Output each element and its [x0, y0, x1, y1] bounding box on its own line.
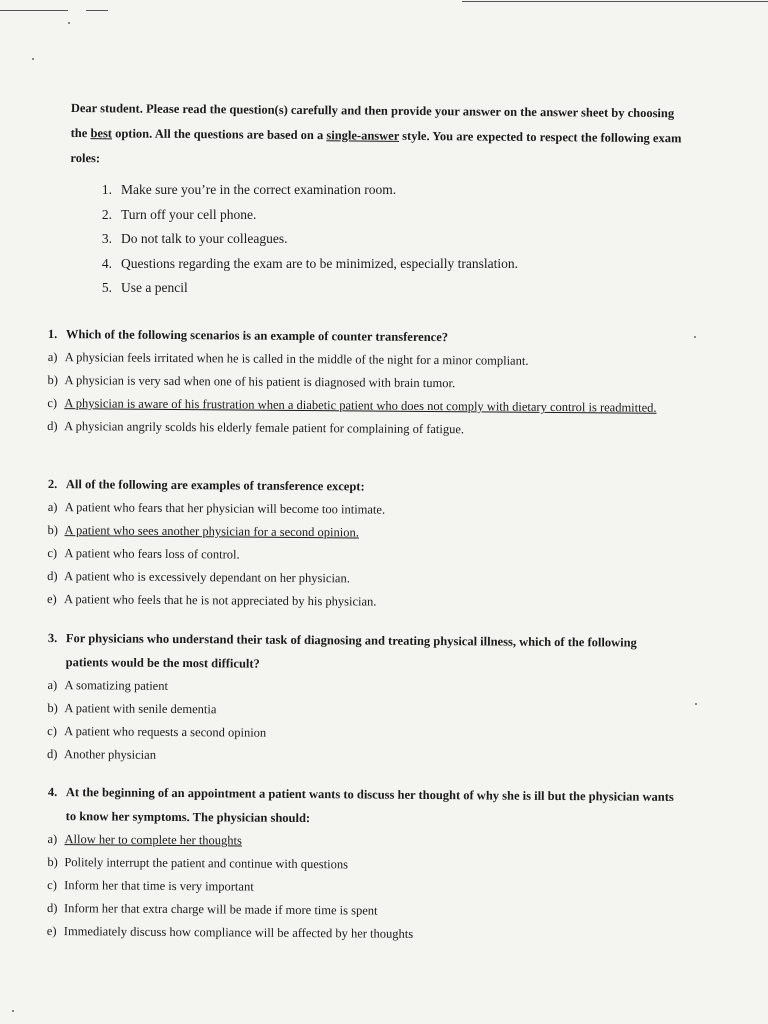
- answer-option: [47, 920, 677, 948]
- question-4: [47, 780, 678, 948]
- rule-item: [90, 276, 518, 301]
- answer-option: [47, 588, 677, 616]
- question-text: All of the following are examples of transference except:: [65, 477, 365, 494]
- answer-option: [47, 743, 677, 771]
- option-text: Inform her that extra charge will be made if more time is spent: [63, 901, 378, 918]
- intro-best: best: [90, 126, 113, 141]
- rule-item: [90, 227, 518, 252]
- option-text: A patient who fears loss of control.: [64, 546, 240, 562]
- rule-text: Turn off your cell phone.: [121, 206, 257, 222]
- option-text: A patient who is excessively dependant on her physician.: [64, 569, 350, 586]
- option-text: A physician is very sad when one of his patient is diagnosed with brain tumor.: [64, 373, 456, 391]
- option-letter: b): [47, 854, 58, 870]
- option-text: A physician feels irritated when he is called in the middle of the night for a minor compliant.: [64, 350, 529, 368]
- question-title: [48, 780, 678, 833]
- question-3: [47, 626, 678, 771]
- rule-number: 3.: [101, 231, 112, 246]
- option-text: A physician is aware of his frustration when a diabetic patient who does not comply with dietary control is readmitted.: [64, 396, 657, 415]
- option-letter: a): [47, 499, 58, 515]
- option-letter: d): [47, 418, 58, 434]
- option-letter: a): [47, 831, 58, 847]
- scan-artifact-speck: [695, 703, 697, 705]
- option-text: A somatizing patient: [64, 678, 169, 693]
- rule-number: 4.: [101, 255, 112, 271]
- rule-text: Use a pencil: [121, 280, 188, 295]
- rule-item: [90, 203, 518, 228]
- rule-number: 5.: [101, 280, 112, 295]
- option-letter: b): [47, 372, 59, 388]
- question-text: Which of the following scenarios is an example of counter transference?: [65, 327, 449, 345]
- scan-artifact-line: [462, 1, 768, 2]
- option-letter: c): [47, 877, 57, 893]
- option-text: Inform her that time is very important: [64, 878, 254, 894]
- option-letter: d): [47, 568, 58, 584]
- option-letter: c): [47, 723, 57, 739]
- instructions-paragraph: [70, 96, 683, 176]
- option-text: Another physician: [63, 747, 157, 762]
- option-letter: b): [47, 700, 58, 716]
- intro-text-2: option. All the questions are based on a: [111, 126, 327, 143]
- rule-number: 1.: [101, 182, 112, 197]
- question-title: [48, 626, 678, 679]
- question-number: 1.: [47, 326, 58, 342]
- option-text: Politely interrupt the patient and continue with questions: [64, 855, 349, 872]
- option-letter: c): [47, 545, 58, 561]
- option-text: A patient who feels that he is not appreciated by his physician.: [63, 592, 377, 609]
- question-2: [47, 472, 678, 616]
- exam-rules-list: [90, 178, 518, 301]
- rule-item: [90, 252, 518, 277]
- question-number: 4.: [47, 784, 58, 800]
- option-letter: d): [46, 746, 58, 762]
- option-text: A patient with senile dementia: [64, 701, 217, 717]
- rule-number: 2.: [101, 206, 112, 222]
- option-letter: a): [47, 677, 58, 693]
- question-number: 2.: [47, 476, 58, 492]
- option-letter: b): [47, 522, 59, 538]
- question-text: At the beginning of an appointment a patient wants to discuss her thought of why she is ill but the physician wants to know her symptoms. The physician should:: [65, 785, 674, 826]
- question-1: [47, 322, 678, 443]
- rule-text: Make sure you’re in the correct examination room.: [121, 182, 397, 197]
- option-letter: d): [46, 900, 58, 916]
- option-letter: c): [47, 395, 58, 411]
- scan-artifact-line: [0, 10, 68, 11]
- scan-artifact-speck: [694, 336, 696, 338]
- question-number: 3.: [47, 630, 58, 646]
- option-text: Allow her to complete her thoughts: [64, 832, 242, 848]
- option-letter: e): [46, 923, 57, 939]
- intro-single-answer: single-answer: [326, 128, 400, 143]
- scan-artifact-line: [86, 10, 108, 11]
- scan-artifact-speck: [12, 1010, 14, 1012]
- rule-item: [90, 178, 518, 203]
- intro-text-1: Dear student. Please read the question(s) carefully and then provide your answer on the answer sheet by choosing the: [70, 100, 675, 141]
- option-text: A patient who fears that her physician will become too intimate.: [64, 500, 386, 517]
- option-text: A physician angrily scolds his elderly female patient for complaining of fatigue.: [64, 419, 465, 437]
- scan-artifact-speck: [68, 22, 70, 24]
- option-text: A patient who sees another physician for a second opinion.: [64, 523, 359, 540]
- option-letter: e): [46, 591, 57, 607]
- intro-text-3: style. You are expected to respect the following exam roles:: [70, 128, 682, 166]
- scan-artifact-speck: [32, 58, 34, 60]
- rule-text: Do not talk to your colleagues.: [121, 231, 288, 246]
- rule-text: Questions regarding the exam are to be minimized, especially translation.: [121, 255, 518, 271]
- question-text: For physicians who understand their task of diagnosing and treating physical illness, which of the following patients would be the most difficult?: [65, 631, 637, 671]
- option-text: A patient who requests a second opinion: [64, 724, 267, 740]
- option-letter: a): [47, 349, 58, 365]
- option-text: Immediately discuss how compliance will be affected by her thoughts: [63, 924, 414, 941]
